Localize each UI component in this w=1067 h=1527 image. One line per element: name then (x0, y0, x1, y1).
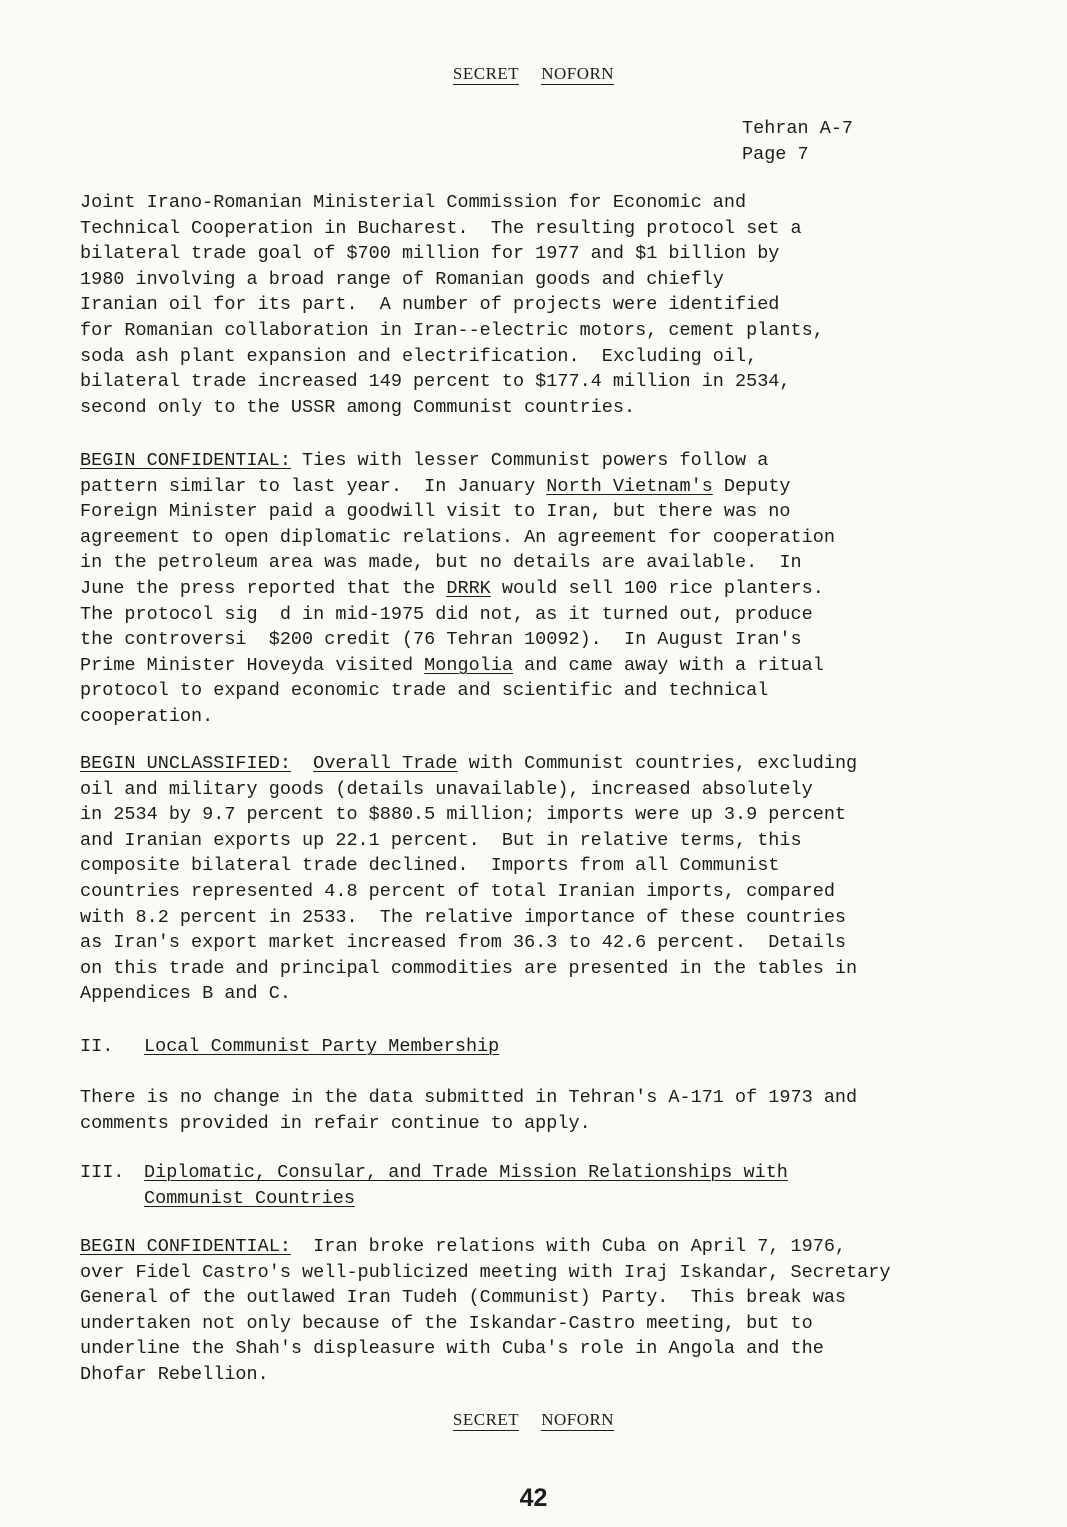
para2-line: and came away with a ritual (512, 654, 824, 676)
begin-confidential-label: BEGIN CONFIDENTIAL: (80, 1236, 291, 1257)
footer-classification-noforn: NOFORN (541, 1410, 615, 1429)
para2-line: Foreign Minister paid a goodwill visit to Iran, but there was no (80, 501, 791, 523)
para2-line: cooperation. (80, 705, 214, 727)
header-classification (0, 64, 1067, 84)
para5-line: General of the outlawed Iran Tudeh (Communist) Party. This break was (80, 1287, 847, 1309)
section-heading-diplomatic-relations (80, 1160, 788, 1211)
header-classification-noforn: NOFORN (541, 64, 615, 83)
para5-line: Dhofar Rebellion. (80, 1363, 269, 1385)
para1-line: soda ash plant expansion and electrification. Excluding oil, (80, 345, 758, 367)
north-vietnam-underlined: North Vietnam's (546, 475, 713, 497)
paragraph-cuba (80, 1234, 1020, 1388)
para2-line: in the petroleum area was made, but no details are available. In (80, 552, 802, 574)
para2-line: Deputy (712, 475, 791, 497)
para2-line: The protocol sig d in mid-1975 did not, as it turned out, produce (80, 603, 813, 625)
para1-line: bilateral trade goal of $700 million for 1977 and $1 billion by (80, 243, 780, 265)
section-title: Diplomatic, Consular, and Trade Mission Relationships with (144, 1162, 788, 1183)
para2-line: agreement to open diplomatic relations. An agreement for cooperation (80, 526, 835, 548)
para2-line: Ties with lesser Communist powers follow a (290, 450, 769, 471)
para3-spacer (291, 753, 313, 774)
section-title-continued: Communist Countries (144, 1187, 355, 1209)
para1-line: second only to the USSR among Communist countries. (80, 396, 636, 418)
para3-line: and Iranian exports up 22.1 percent. But in relative terms, this (80, 829, 802, 851)
para2-line: Prime Minister Hoveyda visited (80, 654, 425, 676)
para5-line: undertaken not only because of the Iskandar-Castro meeting, but to (80, 1312, 813, 1334)
section-number: II. (80, 1036, 114, 1057)
document-reference-page: Page 7 (742, 144, 809, 165)
para3-line: with 8.2 percent in 2533. The relative importance of these countries (80, 906, 847, 928)
para2-line: June the press reported that the (80, 577, 447, 599)
para3-line: as Iran's export market increased from 36.3 to 42.6 percent. Details (80, 932, 847, 954)
document-reference-id: Tehran A-7 (742, 118, 854, 139)
para1-line: for Romanian collaboration in Iran--electric motors, cement plants, (80, 319, 824, 341)
para2-line: the controversi $200 credit (76 Tehran 10092). In August Iran's (80, 629, 802, 651)
para3-line: on this trade and principal commodities are presented in the tables in (80, 957, 858, 979)
para4-line: There is no change in the data submitted in Tehran's A-171 of 1973 and (80, 1087, 858, 1108)
para3-line: Appendices B and C. (80, 983, 291, 1005)
para1-line: bilateral trade increased 149 percent to $177.4 million in 2534, (80, 371, 791, 393)
para2-line: protocol to expand economic trade and scientific and technical (80, 680, 769, 702)
footer-classification-secret: SECRET (452, 1410, 520, 1429)
para1-line: Iranian oil for its part. A number of projects were identified (80, 294, 780, 316)
footer-classification (0, 1410, 1067, 1430)
paragraph-romania (80, 190, 1020, 420)
para1-line: Joint Irano-Romanian Ministerial Commission for Economic and (80, 192, 747, 213)
begin-unclassified-label: BEGIN UNCLASSIFIED: (80, 753, 291, 774)
para5-line: underline the Shah's displeasure with Cuba's role in Angola and the (80, 1338, 824, 1360)
section-heading-party-membership (80, 1034, 499, 1060)
para3-line: oil and military goods (details unavailable), increased absolutely (80, 778, 813, 800)
paragraph-overall-trade (80, 751, 1020, 1007)
para2-line: would sell 100 rice planters. (490, 577, 824, 599)
section-title: Local Communist Party Membership (144, 1036, 500, 1057)
page-number: 42 (519, 1484, 548, 1512)
para3-line: composite bilateral trade declined. Imports from all Communist (80, 855, 780, 877)
overall-trade-underlined: Overall Trade (313, 753, 458, 774)
paragraph-party-membership (80, 1085, 1020, 1136)
para3-line: with Communist countries, excluding (457, 753, 858, 774)
section-number: III. (80, 1162, 125, 1183)
para1-line: 1980 involving a broad range of Romanian goods and chiefly (80, 268, 724, 290)
para5-line: over Fidel Castro's well-publicized meeting with Iraj Iskandar, Secretary (80, 1261, 891, 1283)
para5-line: Iran broke relations with Cuba on April 7, 1976, (290, 1236, 847, 1257)
para1-line: Technical Cooperation in Bucharest. The resulting protocol set a (80, 217, 802, 239)
para2-line: pattern similar to last year. In January (80, 475, 547, 497)
header-classification-secret: SECRET (452, 64, 520, 83)
para3-line: countries represented 4.8 percent of total Iranian imports, compared (80, 880, 835, 902)
begin-confidential-label: BEGIN CONFIDENTIAL: (80, 450, 291, 471)
para3-line: in 2534 by 9.7 percent to $880.5 million; imports were up 3.9 percent (80, 804, 847, 826)
mongolia-underlined: Mongolia (424, 654, 513, 676)
para4-line: comments provided in refair continue to apply. (80, 1112, 591, 1134)
paragraph-lesser-communist-powers (80, 448, 1020, 730)
drrk-underlined: DRRK (446, 577, 491, 599)
